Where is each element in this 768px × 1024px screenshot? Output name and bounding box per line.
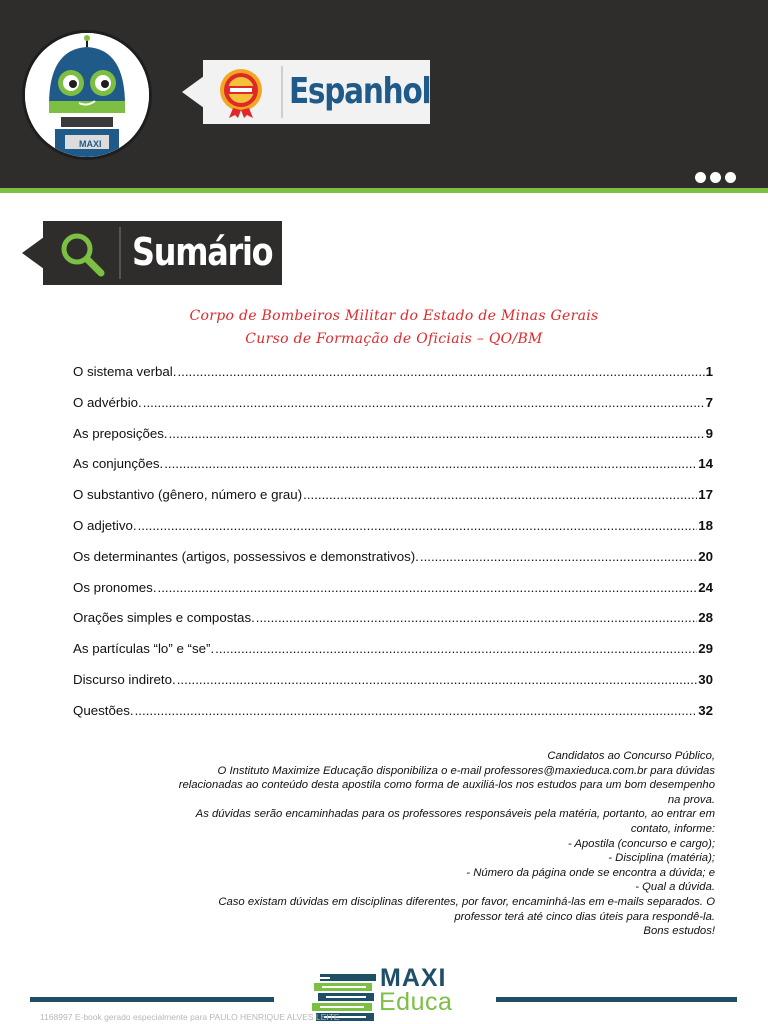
toc-page: 18 [698, 517, 713, 533]
toc-page: 1 [705, 364, 713, 379]
search-icon [57, 229, 107, 279]
more-dot [695, 172, 706, 183]
notice-line: Caso existam dúvidas em disciplinas diferentes, por favor, encaminhá-las em e-mails separados. O [218, 895, 715, 908]
toc-page: 9 [705, 425, 713, 441]
notice-line: professor terá até cinco dias úteis para respondê-la. [454, 910, 715, 923]
subject-tag [182, 60, 430, 124]
logo-educa-text: Educa [379, 988, 453, 1016]
header-accent-stripe [0, 188, 768, 193]
toc-row[interactable] [73, 610, 713, 641]
toc-title: Discurso indireto. [73, 671, 176, 687]
toc-title: Orações simples e compostas. [73, 610, 255, 626]
page-header [0, 0, 768, 188]
toc-page: 29 [698, 641, 713, 657]
toc-row[interactable] [73, 641, 713, 672]
toc-leader [135, 703, 698, 718]
subject-tag-divider [281, 66, 283, 118]
notice-line: - Disciplina (matéria); [608, 852, 715, 865]
toc-row[interactable] [73, 703, 713, 734]
toc-row[interactable] [73, 549, 713, 580]
toc-row[interactable] [73, 580, 713, 611]
toc-leader [158, 580, 698, 595]
toc-page: 7 [705, 394, 713, 410]
toc-title: Questões. [73, 702, 134, 718]
footer-divider-right [496, 997, 737, 1002]
notice-line: - Número da página onde se encontra a dúvida; e [466, 866, 715, 879]
toc-title: As conjunções. [73, 456, 164, 472]
toc-page: 14 [698, 456, 713, 472]
robot-mascot-icon [22, 30, 152, 160]
toc-leader [177, 364, 704, 379]
toc-leader [177, 672, 697, 687]
toc-title: Os determinantes (artigos, possessivos e demonstrativos). [73, 548, 419, 564]
notice-line: - Qual a dúvida. [635, 881, 715, 894]
toc-row[interactable] [73, 518, 713, 549]
toc-title: As partículas “lo” e “se”. [73, 641, 215, 657]
subject-tag-arrow [182, 76, 204, 108]
toc-title: O advérbio. [73, 394, 142, 410]
section-tag [22, 221, 282, 285]
notice-line: contato, informe: [630, 822, 715, 835]
notice-line: Candidatos ao Concurso Público, [547, 750, 715, 762]
section-tag-divider [119, 227, 121, 279]
toc-title: Os pronomes. [73, 579, 157, 595]
subject-title: Espanhol [289, 71, 431, 112]
toc-leader [143, 395, 705, 410]
toc-row[interactable] [73, 426, 713, 457]
notice-line: Bons estudos! [643, 925, 715, 938]
notice-line: relacionadas ao conteúdo desta apostila como forma de auxiliá-los nos estudos para um bom desempenho [178, 779, 715, 792]
toc-row[interactable] [73, 364, 713, 395]
support-notice [60, 749, 715, 939]
toc-leader [256, 610, 697, 625]
section-tag-box [43, 221, 282, 285]
ebook-watermark: 1168997 E-book gerado especialmente para PAULO HENRIQUE ALVES LEITE [40, 1012, 340, 1022]
toc-leader [164, 456, 697, 471]
course-subtitle-line2: Curso de Formação de Oficiais – QO/BM [245, 331, 543, 347]
notice-line: As dúvidas serão encaminhadas para os professores responsáveis pela matéria, portanto, ao entrar em [195, 808, 715, 821]
notice-line: O Instituto Maximize Educação disponibiliza o e-mail professores@maxieduca.com.br para dúvidas [217, 764, 715, 777]
medal-icon [215, 66, 267, 118]
toc-row[interactable] [73, 487, 713, 518]
toc-leader [215, 641, 697, 656]
section-tag-arrow [22, 237, 44, 269]
toc-page: 20 [698, 548, 713, 564]
toc-page: 17 [698, 487, 713, 503]
toc-row[interactable] [73, 456, 713, 487]
toc-title: O adjetivo. [73, 517, 137, 533]
toc-title: O sistema verbal. [73, 364, 177, 379]
mascot-badge-text: MAXI [79, 139, 102, 149]
more-icon[interactable] [695, 170, 740, 188]
section-title: Sumário [132, 230, 273, 274]
logo-maxi-text: MAXI [380, 964, 447, 992]
toc-page: 28 [698, 610, 713, 626]
toc-page: 32 [698, 702, 713, 718]
more-dot [710, 172, 721, 183]
toc-leader [303, 487, 697, 502]
toc-title: As preposições. [73, 425, 168, 441]
more-dot [725, 172, 736, 183]
toc-row[interactable] [73, 672, 713, 703]
footer-divider-left [30, 997, 274, 1002]
toc-leader [420, 549, 697, 564]
toc-page: 30 [698, 671, 713, 687]
notice-line: na prova. [667, 793, 715, 806]
subject-tag-box [203, 60, 430, 124]
toc-leader [138, 518, 698, 533]
toc-leader [169, 426, 705, 441]
notice-line: - Apostila (concurso e cargo); [567, 837, 715, 850]
toc-row[interactable] [73, 395, 713, 426]
toc-page: 24 [698, 579, 713, 595]
course-subtitle-line1: Corpo de Bombeiros Militar do Estado de Minas Gerais [189, 308, 599, 324]
toc-title: O substantivo (gênero, número e grau) [73, 487, 303, 503]
table-of-contents [73, 364, 713, 734]
